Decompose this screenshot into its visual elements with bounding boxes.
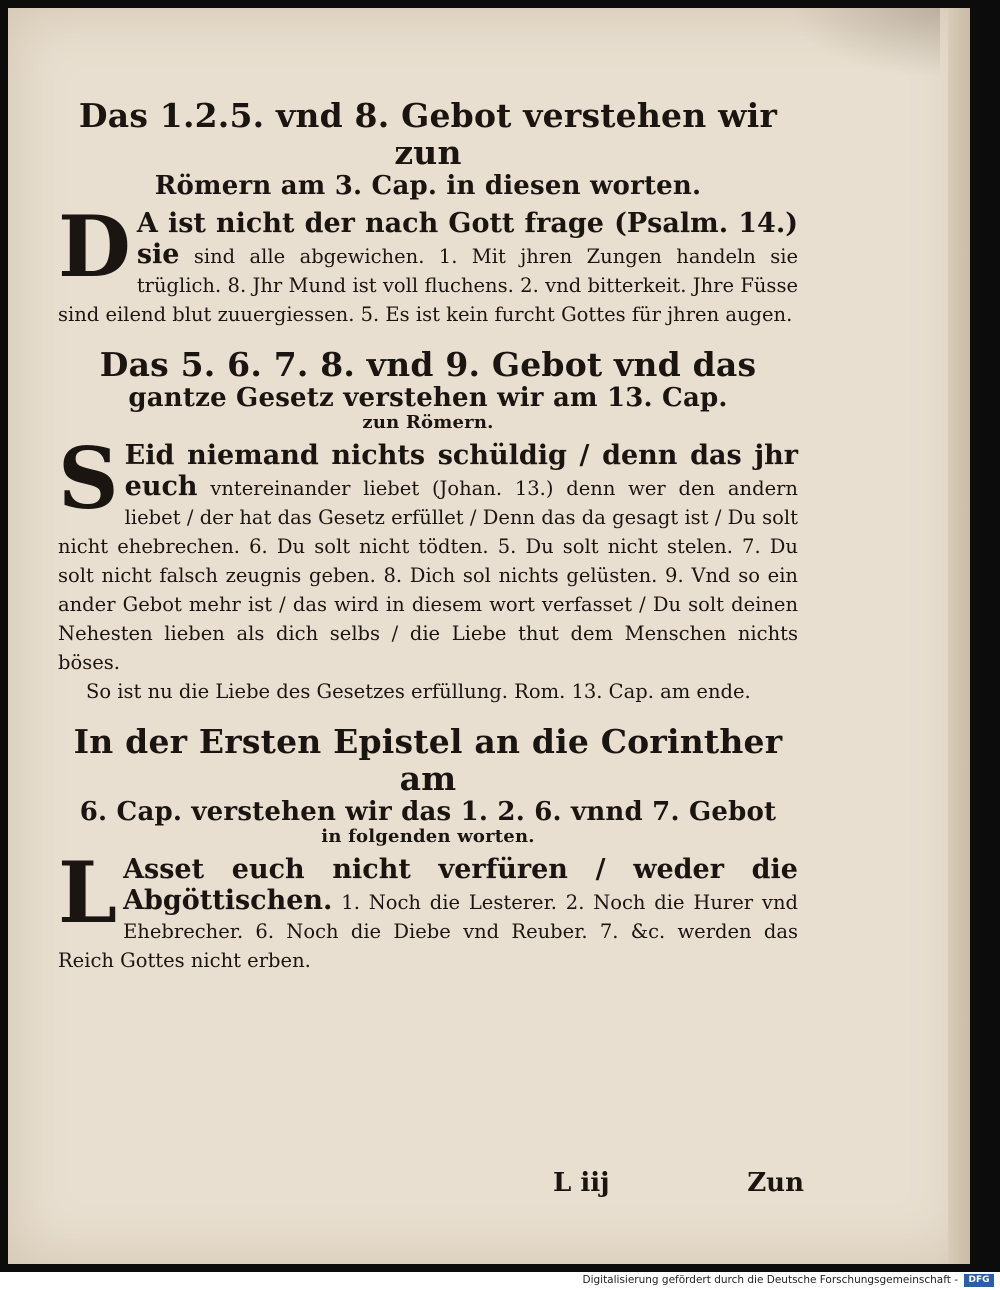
page-footer xyxy=(58,1168,804,1208)
dfg-credit-text: Digitalisierung gefördert durch die Deutsche Forschungsgemeinschaft - xyxy=(582,1274,958,1286)
catchword: Zun xyxy=(747,1168,804,1198)
section2-closing: So ist nu die Liebe des Gesetzes erfüllung. Rom. 13. Cap. am ende. xyxy=(86,680,751,704)
section2-paragraph xyxy=(58,429,798,677)
section1-body: sind alle abgewichen. 1. Mit jhren Zungen handeln sie trüglich. 8. Jhr Mund ist voll fluchens. 2. vnd bitterkeit. Jhre Füsse sind eilend blut zuuergiessen. 5. Es ist kein furcht Gottes für jhren augen. xyxy=(58,245,798,327)
signature-mark: L iij xyxy=(553,1168,610,1198)
section2-heading-line3: zun Römern. xyxy=(362,412,494,434)
section3-heading-line2: 6. Cap. verstehen wir das 1. 2. 6. vnnd 7. Gebot xyxy=(79,797,777,828)
section3-paragraph xyxy=(58,843,798,975)
section2-heading-line2: gantze Gesetz verstehen wir am 13. Cap. xyxy=(128,382,728,413)
section2-body: vntereinander liebet (Johan. 13.) denn wer den andern liebet / der hat das Gesetz erfüllet / Denn das da gesagt ist / Du solt nicht ehebrechen. 6. Du solt nicht tödten. 5. Du solt nicht stelen. 7. Du solt nicht falsch zeugnis geben. 8. Dich sol nichts gelüsten. 9. Vnd so ein ander Gebot mehr ist / das wird in diesem wort verfasset / Du solt deinen Nehesten lieben als dich selbs / die Liebe thut dem Menschen nichts böses. xyxy=(58,477,798,675)
section1-lead: A ist nicht der nach Gott frage (Psalm. 14.) sie xyxy=(136,208,798,271)
section3-lead: Asset euch nicht verfüren / weder die Abgöttischen. xyxy=(123,854,798,917)
credit-bar xyxy=(0,1272,1000,1290)
page-stain xyxy=(790,8,940,78)
section1-heading-line1: Das 1.2.5. vnd 8. Gebot verstehen wir zun xyxy=(78,96,778,172)
section1-dropcap: D xyxy=(58,197,131,297)
section3-body: 1. Noch die Lesterer. 2. Noch die Hurer vnd Ehebrecher. 6. Noch die Diebe vnd Reuber. 7. &c. werden das Reich Gottes nicht erben. xyxy=(58,891,798,973)
section2-dropcap: S xyxy=(58,429,119,529)
section1-heading-line2: Römern am 3. Cap. in diesen worten. xyxy=(154,170,702,201)
dfg-logo-icon[interactable]: DFG xyxy=(964,1274,994,1287)
section3-heading-line1: In der Ersten Epistel an die Corinther am xyxy=(73,722,783,799)
section2-heading-line1: Das 5. 6. 7. 8. vnd 9. Gebot vnd das xyxy=(99,345,757,385)
book-page xyxy=(8,8,970,1264)
section3-heading-line3: in folgenden worten. xyxy=(321,826,535,848)
section3-dropcap: L xyxy=(58,843,118,943)
section2-lead: Eid niemand nichts schüldig / denn das jhr euch xyxy=(124,440,798,503)
section1-paragraph xyxy=(58,197,798,329)
page-content xyxy=(58,96,804,1198)
page-edge xyxy=(948,8,970,1264)
